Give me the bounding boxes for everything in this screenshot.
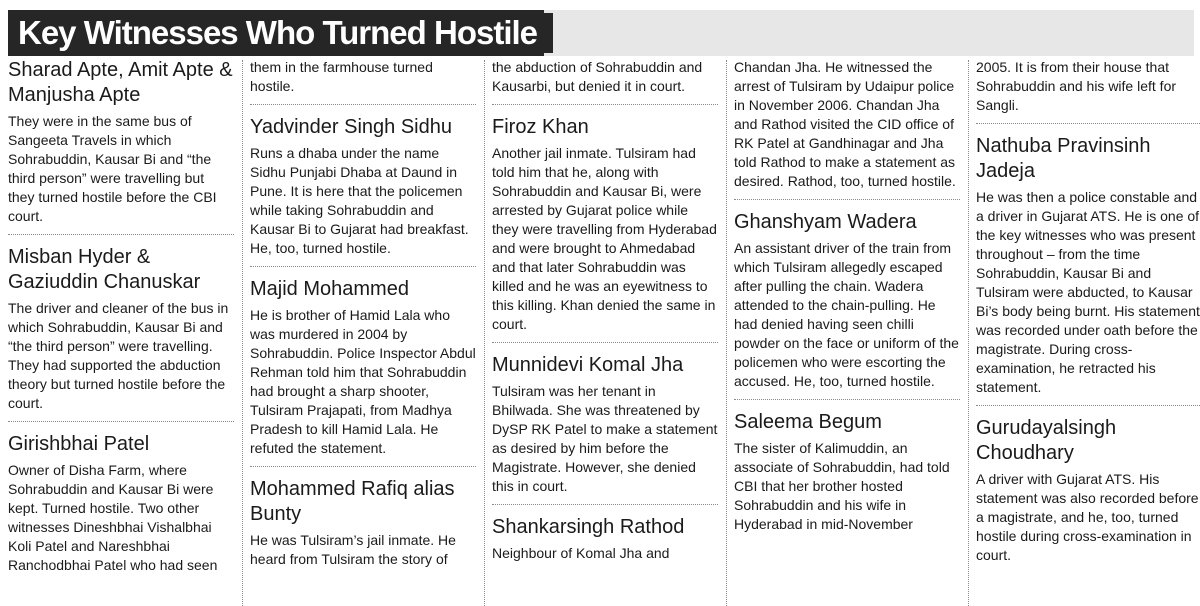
witness-name: Nathuba Pravinsinh Jadeja: [976, 135, 1151, 182]
witness-name: Misban Hyder & Gaziuddin Chanuskar: [8, 246, 201, 293]
continued-paragraph: Chandan Jha. He witnessed the arrest of Tulsiram by Udaipur police in November 2006. Chandan Jha and Rathod visited the CID office of RK Patel at Gandhinagar and Jha told Rathod to make a statement as desired. Rathod, too, turned hostile.: [734, 59, 956, 189]
witness-name: Girishbhai Patel: [8, 433, 150, 455]
witness-entry: [8, 432, 234, 583]
witness-name: Gurudayalsingh Choudhary: [976, 417, 1117, 464]
continued-text: [250, 58, 476, 105]
witness-description: A driver with Gujarat ATS. His statement was also recorded before a magistrate, and he, too, turned hostile during cross-examination in court.: [976, 471, 1199, 563]
witness-description: He is brother of Hamid Lala who was murdered in 2004 by Sohrabuddin. Police Inspector Abdul Rehman told him that Sohrabuddin had brought a sharp shooter, Tulsiram Prajapati, from Madhya Pradesh to kill Hamid Lala. He refuted the statement.: [250, 307, 476, 456]
witness-entry: [492, 515, 718, 571]
witness-entry: [250, 115, 476, 267]
title-banner: [8, 10, 1194, 56]
witness-description: They were in the same bus of Sangeeta Travels in which Sohrabuddin, Kausar Bi and “the third person” were travelling but they turned hostile before the CBI court.: [8, 113, 217, 224]
column-divider: [726, 60, 727, 606]
witness-description: Owner of Disha Farm, where Sohrabuddin and Kausar Bi were kept. Turned hostile. Two other witnesses Dineshbhai Vishalbhai Koli Patel and Nareshbhai Ranchodbhai Patel who had seen: [8, 462, 218, 573]
witness-description: The driver and cleaner of the bus in which Sohrabuddin, Kausar Bi and “the third person” were travelling. They had supported the abduction theory but turned hostile before the court.: [8, 300, 229, 411]
witness-name: Firoz Khan: [492, 116, 589, 138]
witness-entry: [250, 277, 476, 467]
column-divider: [484, 60, 485, 606]
witness-name: Shankarsingh Rathod: [492, 516, 685, 538]
header: [0, 0, 1200, 60]
witness-description: An assistant driver of the train from which Tulsiram allegedly escaped after pulling the chain. Wadera attended to the chain-pulling. He had denied having seen chilli powder on the face or uniform of the policemen who were escorting the accused. He, too, turned hostile.: [734, 240, 959, 389]
witness-description: Tulsiram was her tenant in Bhilwada. She was threatened by DySP RK Patel to make a statement as desired by him before the Magistrate. However, she denied this in court.: [492, 383, 718, 494]
continued-text: [734, 58, 960, 200]
continued-text: [976, 58, 1200, 124]
witness-entry: [8, 58, 234, 235]
witness-description: Neighbour of Komal Jha and: [492, 545, 670, 561]
witness-name: Sharad Apte, Amit Apte & Manjusha Apte: [8, 59, 233, 106]
witness-description: He was then a police constable and a driver in Gujarat ATS. He is one of the key witnesses who was present throughout – from the time Sohrabuddin, Kausar Bi and Tulsiram were abducted, to Kausar Bi’s body being burnt. His statement was recorded under oath before the magistrate. During cross-examination, he retracted his statement.: [976, 189, 1200, 395]
witness-entry: [250, 477, 476, 577]
witness-entry: [8, 245, 234, 422]
continued-text: [492, 58, 718, 105]
witness-description: Runs a dhaba under the name Sidhu Punjabi Dhaba at Daund in Pune. It is here that the policemen while taking Sohrabuddin and Kausar Bi to Gujarat had breakfast. He, too, turned hostile.: [250, 145, 469, 256]
column-2: [250, 58, 476, 606]
witness-name: Munnidevi Komal Jha: [492, 354, 684, 376]
continued-paragraph: 2005. It is from their house that Sohrabuddin and his wife left for Sangli.: [976, 59, 1177, 113]
continued-paragraph: the abduction of Sohrabuddin and Kausarbi, but denied it in court.: [492, 59, 703, 94]
witness-entry: [734, 410, 960, 542]
witness-entry: [492, 353, 718, 505]
witness-name: Saleema Begum: [734, 411, 882, 433]
column-4: [734, 58, 960, 606]
page-title: Key Witnesses Who Turned Hostile: [18, 13, 553, 53]
column-1: [8, 58, 234, 606]
witness-description: The sister of Kalimuddin, an associate of Sohrabuddin, had told CBI that her brother hosted Sohrabuddin and his wife in Hyderabad in mid-November: [734, 440, 950, 532]
witness-entry: [976, 134, 1200, 406]
column-3: [492, 58, 718, 606]
witness-description: Another jail inmate. Tulsiram had told him that he, along with Sohrabuddin and Kausar Bi, were arrested by Gujarat police while they were travelling from Hyderabad and were brought to Ahmedabad and that later Sohrabuddin was killed and he was an eyewitness to this killing. Khan denied the same in court.: [492, 145, 717, 332]
banner-fade: [544, 10, 1194, 56]
witness-name: Yadvinder Singh Sidhu: [250, 116, 452, 138]
witness-entry: [492, 115, 718, 343]
witness-entry: [734, 210, 960, 400]
article-columns: [8, 58, 1200, 606]
witness-name: Mohammed Rafiq alias Bunty: [250, 478, 455, 525]
column-5: [976, 58, 1200, 606]
witness-name: Majid Mohammed: [250, 278, 409, 300]
witness-description: He was Tulsiram’s jail inmate. He heard from Tulsiram the story of: [250, 532, 456, 567]
witness-entry: [976, 416, 1200, 573]
witness-name: Ghanshyam Wadera: [734, 211, 917, 233]
continued-paragraph: them in the farmhouse turned hostile.: [250, 59, 433, 94]
column-divider: [968, 60, 969, 606]
column-divider: [242, 60, 243, 606]
